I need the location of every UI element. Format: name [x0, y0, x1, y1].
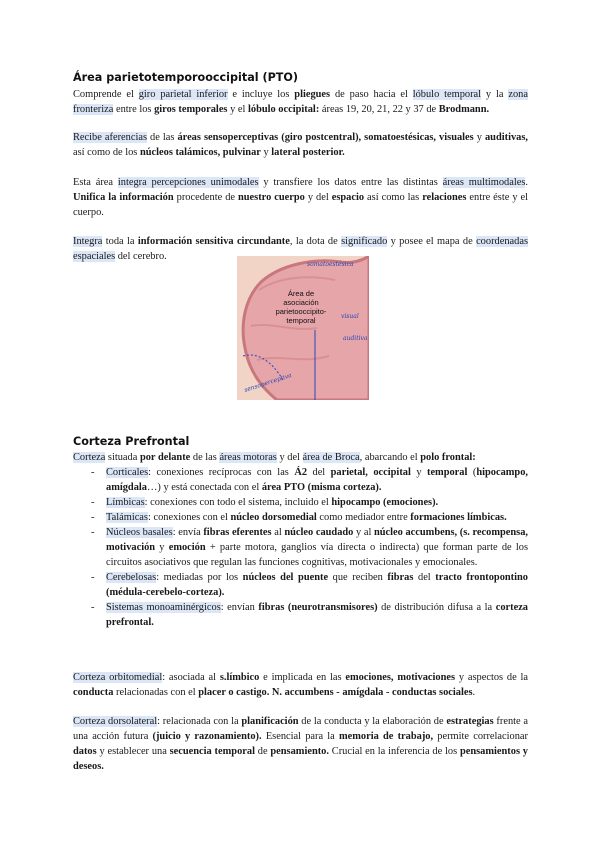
bold-term: Á2 [294, 467, 308, 478]
figure-label-line4: temporal [286, 316, 316, 325]
bold-term: por delante [139, 452, 191, 463]
highlight: coordenadas espaciales [73, 236, 528, 262]
paragraph-dorsolateral [73, 714, 528, 774]
paragraph-pto-location [73, 87, 528, 117]
highlight: Recibe aferencias [73, 132, 147, 143]
text: y del [276, 452, 303, 463]
pto-brain-figure [237, 256, 369, 400]
text: : conexiones con todo el sistema, incluido el [144, 497, 332, 508]
text: : envían [220, 602, 259, 613]
bold-term: lóbulo occipital: [247, 104, 320, 115]
list-item [73, 570, 528, 600]
bullet-dash: - [91, 527, 95, 538]
section-title-pto: Área parietotemporooccipital (PTO) [73, 71, 299, 84]
text: de las [190, 452, 220, 463]
highlight: Corteza dorsolateral [73, 716, 158, 727]
highlight: áreas motoras [219, 452, 277, 463]
bold-term: fibras eferentes [203, 527, 272, 538]
highlight: giro parietal inferior [138, 89, 228, 100]
text: : relacionada con la [157, 716, 242, 727]
list-item [73, 465, 528, 495]
paragraph-pto-integration [73, 175, 528, 220]
connections-list [73, 465, 528, 630]
bold-term: pensamientos y deseos. [73, 746, 528, 772]
hand-note-right1: visual [341, 313, 359, 320]
text: de las [147, 132, 178, 143]
bold-term: Unifica la información [73, 192, 174, 203]
bold-term: núcleos talámicos, pulvinar [139, 147, 261, 158]
highlight: Integra [73, 236, 103, 247]
bold-term: hipocampo, amígdala [106, 467, 529, 493]
paragraph-orbitomedial [73, 670, 528, 700]
bold-term: Brodmann. [438, 104, 490, 115]
bold-term: giros temporales [154, 104, 228, 115]
bold-term: tracto frontopontino (médula-cerebelo-corteza). [106, 572, 528, 598]
list-item [73, 525, 528, 570]
bold-term: auditivas, [484, 132, 529, 143]
bold-term: relaciones [422, 192, 467, 203]
bold-term: s.límbico [219, 672, 260, 683]
bold-term: datos [73, 746, 97, 757]
bold-term: fibras (neurotransmisores) [258, 602, 378, 613]
text: procedente de [173, 192, 238, 203]
bold-term: estrategias [446, 716, 494, 727]
text: de la conducta y la elaboración de [298, 716, 447, 727]
bold-term: núcleo caudado [284, 527, 354, 538]
text: e implicada en las [259, 672, 346, 683]
list-item [73, 510, 528, 525]
bold-term: núcleos del puente [242, 572, 329, 583]
bold-term: corteza prefrontal. [106, 602, 529, 628]
text: y transfiere los datos entre las distintas [258, 177, 443, 188]
hand-note-top: somatoestésica [307, 261, 354, 268]
bold-term: pensamiento. [270, 746, 329, 757]
hand-note-right2: auditiva [343, 335, 368, 342]
bold-term: emoción [168, 542, 206, 553]
text: situada [105, 452, 140, 463]
highlight: Corteza orbitomedial [73, 672, 163, 683]
text: : envía [172, 527, 204, 538]
bold-term: fibras [387, 572, 414, 583]
bold-term: espacio [331, 192, 365, 203]
text: del [307, 467, 331, 478]
text: frente a una acción futura [73, 716, 528, 742]
text: entre los [113, 104, 155, 115]
text: , la dota de [289, 236, 342, 247]
bullet-dash: - [91, 572, 95, 583]
bullet-dash: - [91, 497, 95, 508]
text: Esencial para la [261, 731, 339, 742]
section-title-prefrontal: Corteza Prefrontal [73, 435, 190, 448]
text: así como las [364, 192, 423, 203]
hand-note-bottom: sensoperceptiva [243, 371, 293, 394]
text: del cerebro. [115, 251, 167, 262]
highlight: áreas multimodales [442, 177, 526, 188]
bold-term: área PTO (misma corteza). [261, 482, 382, 493]
bold-term: lateral posterior. [271, 147, 345, 158]
bold-term: emociones, motivaciones [345, 672, 456, 683]
text: e incluye los [227, 89, 295, 100]
bold-term: (juicio y razonamiento). [152, 731, 262, 742]
text: Esta área [73, 177, 118, 188]
text: y la [481, 89, 509, 100]
text: que reciben [328, 572, 388, 583]
bold-term: hipocampo (emociones). [331, 497, 439, 508]
highlight: Sistemas monoaminérgicos [106, 602, 221, 613]
text: y [410, 467, 427, 478]
text: y el [227, 104, 248, 115]
bold-term: información sensitiva circundante [137, 236, 290, 247]
bold-term: nuestro cuerpo [238, 192, 305, 203]
highlight: Núcleos basales [106, 527, 173, 538]
list-item [73, 495, 528, 510]
text: como mediador entre [316, 512, 411, 523]
bold-term: planificación [241, 716, 299, 727]
bold-term: memoria de trabajo, [338, 731, 434, 742]
bold-term: áreas sensoperceptivas (giro postcentral), somatoestésicas, visuales [177, 132, 474, 143]
highlight: integra percepciones unimodales [117, 177, 259, 188]
highlight: Corteza [73, 452, 106, 463]
list-item [73, 600, 528, 630]
bold-term: formaciones límbicas. [410, 512, 507, 523]
text: así como de los [73, 147, 140, 158]
paragraph-pto-afferents [73, 130, 528, 160]
text: : conexiones con el [147, 512, 231, 523]
text: toda la [102, 236, 138, 247]
bold-term: pliegues [294, 89, 331, 100]
bold-term: secuencia temporal [169, 746, 255, 757]
highlight: zona fronteriza [73, 89, 528, 115]
highlight: Cerebelosas [106, 572, 157, 583]
figure-label-line1: Área de [287, 289, 315, 298]
paragraph-prefrontal-intro [73, 450, 528, 465]
text: y [260, 147, 272, 158]
text: : asociada al [162, 672, 220, 683]
bold-term: polo frontal: [420, 452, 476, 463]
text: ( [467, 467, 477, 478]
text: de distribución difusa a la [377, 602, 496, 613]
bold-term: núcleo accumbens, (s. recompensa, motivación [106, 527, 528, 553]
bullet-dash: - [91, 602, 95, 613]
text: y al [353, 527, 374, 538]
bold-term: núcleo dorsomedial [230, 512, 317, 523]
figure-label-line2: asociación [283, 298, 319, 307]
bold-term: parietal, occipital [330, 467, 411, 478]
text: y del [304, 192, 332, 203]
text: del [413, 572, 436, 583]
text: y posee el mapa de [387, 236, 477, 247]
bullet-dash: - [91, 467, 95, 478]
text: y establecer una [96, 746, 170, 757]
bold-term: temporal [426, 467, 468, 478]
text: permite correlacionar [433, 731, 529, 742]
text: : conexiones recíprocas con las [148, 467, 295, 478]
bold-term: placer o castigo. N. accumbens - amígdala - conductas sociales [198, 687, 473, 698]
highlight: lóbulo temporal [412, 89, 482, 100]
text: al [271, 527, 285, 538]
text: relacionadas con el [113, 687, 199, 698]
bullet-dash: - [91, 512, 95, 523]
text: . [525, 177, 528, 188]
highlight: Corticales [106, 467, 149, 478]
text: y [155, 542, 169, 553]
highlight: Límbicas [106, 497, 145, 508]
figure-label-line3: parietooccipito- [275, 307, 327, 316]
text: de [254, 746, 271, 757]
highlight: Talámicas [106, 512, 148, 523]
text: : mediadas por los [156, 572, 243, 583]
text: + parte motora, ganglios vía directa o indirecta) que forman parte de los circuitos asociativos que regulan las funciones cognitivas, motivacionales y emocionales. [106, 542, 529, 568]
text: y [473, 132, 485, 143]
bold-term: conducta [73, 687, 114, 698]
text: y aspectos de la [455, 672, 528, 683]
text: áreas 19, 20, 21, 22 y 37 de [319, 104, 439, 115]
highlight: área de Broca [302, 452, 360, 463]
text: Crucial en la inferencia de los [328, 746, 460, 757]
text: de paso hacia el [330, 89, 413, 100]
text: . [472, 687, 476, 698]
text: entre éste y el cuerpo. [73, 192, 529, 218]
text: …) y está conectada con el [147, 482, 262, 493]
text: , abarcando el [359, 452, 421, 463]
highlight: significado [341, 236, 388, 247]
text: Comprende el [73, 89, 139, 100]
